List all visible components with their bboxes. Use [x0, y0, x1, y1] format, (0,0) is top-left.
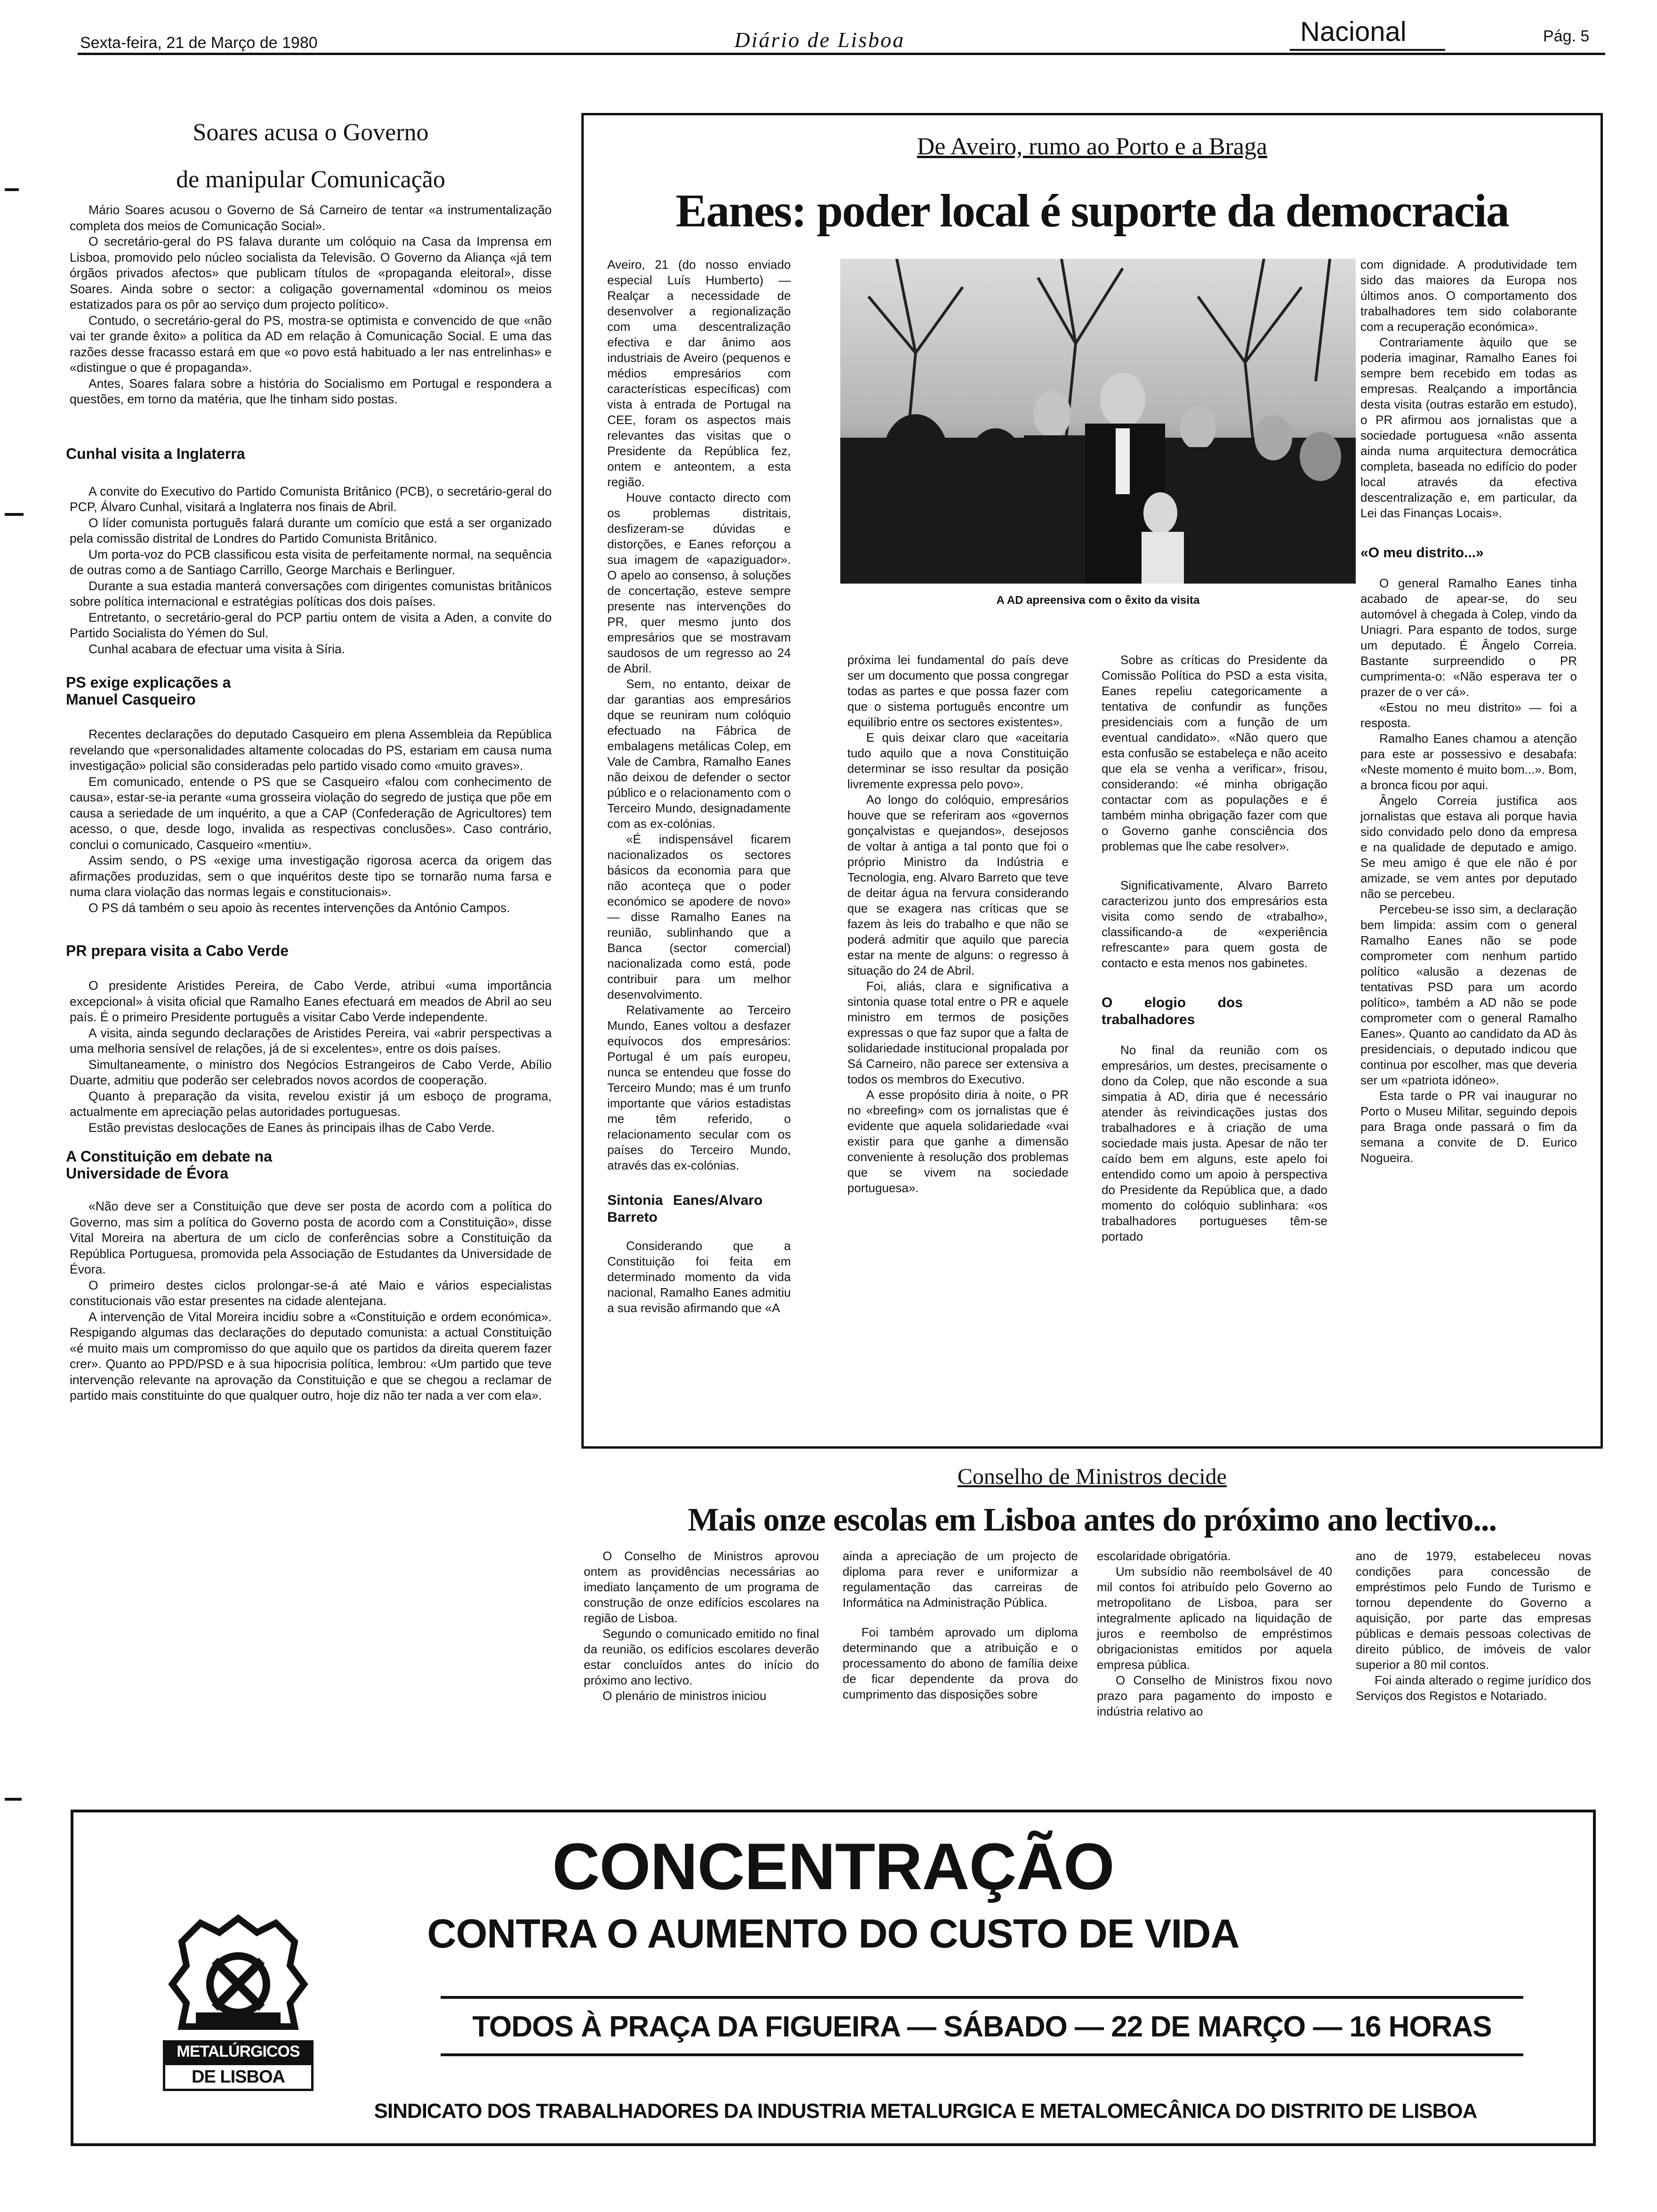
paragraph: Durante a sua estadia manterá conversações com dirigentes comunistas britânicos sobre política internacional e estratégias políticas dos dois países. — [70, 578, 552, 609]
ps-heading: PS exige explicações a Manuel Casqueiro — [66, 674, 231, 708]
paragraph: O secretário-geral do PS falava durante um colóquio na Casa da Imprensa em Lisboa, promovido pelo núcleo socialista da Televisão. O Governo da Aliança «já tem órgãos privados afectos» que publicam títulos de «propaganda eleitoral», disse Soares. Ainda sobre o sector: a coligação governamental «dominou os meios estatizados para os pôr ao serviço dum projecto político». — [70, 234, 552, 312]
paragraph: Percebeu-se isso sim, a declaração bem limpida: assim com o general Ramalho Eanes não se pode comprometer com nenhum partido político «alusão a dezenas de tentativas PSD para um acordo político», também a AD não se pode comprometer com o general Ramalho Eanes». Quanto ao candidato da AD às presidenciais, o deputado indicou que continua por escolher, mas que deveria ser um «patriota idóneo». — [1360, 902, 1577, 1087]
paragraph: Um subsídio não reembolsável de 40 mil contos foi atribuído pelo Governo ao metropolitano de Lisboa, para ser integralmente aplicado na liquidação de juros e reembolso de empréstimos obrigacionistas emitidos por aquela empresa pública. — [1097, 1564, 1332, 1672]
paragraph: próxima lei fundamental do país deve ser um documento que possa congregar todas as partes e que possa fazer com que o sistema português encontre um equilíbrio entre os sectores existentes». — [847, 653, 1069, 729]
ad-event-details: TODOS À PRAÇA DA FIGUEIRA — SÁBADO — 22 DE MARÇO — 16 HORAS — [472, 2011, 1492, 2043]
margin-mark — [5, 513, 24, 516]
paragraph: «É indispensável ficarem nacionalizados os sectores básicos da economia para que não aconteça que o poder económico se apodere de novo» — disse Ramalho Eanes na reunião, sublinhando que a Banca (sector comercial) nacionalizada como está, pode contribuir para um melhor desenvolvimento. — [607, 832, 791, 1002]
paragraph: Um porta-voz do PCB classificou esta visita de perfeitamente normal, na sequência de outras como a de Santiago Carrillo, George Marchais e Berlinguer. — [70, 547, 552, 577]
constituicao-article — [66, 1199, 555, 1404]
paragraph: Segundo o comunicado emitido no final da reunião, os edifícios escolares deverão estar concluídos antes do início do próximo ano lectivo. — [584, 1627, 819, 1687]
sintonia-heading: Sintonia Eanes/Alvaro Barreto — [607, 1193, 763, 1225]
paragraph: Ângelo Correia justifica aos jornalistas que estava ali porque havia sido convidado pelo dono da empresa e na qualidade de deputado e amigo. Se meu amigo é que ele não é por amizade, se vem antes por deputado não se percebeu. — [1360, 793, 1577, 901]
paragraph: Ramalho Eanes chamou a atenção para este ar possessivo e desabafa: «Neste momento é muito bom...». Bom, a bronca ficou por aqui. — [1360, 731, 1577, 792]
paragraph: Estão previstas deslocações de Eanes às principais ilhas de Cabo Verde. — [88, 1120, 495, 1135]
paragraph: O plenário de ministros iniciou — [603, 1689, 767, 1703]
distrito-heading: «O meu distrito...» — [1360, 545, 1484, 561]
left-column — [66, 118, 555, 1404]
paragraph: A convite do Executivo do Partido Comunista Britânico (PCB), o secretário-geral do PCP, Álvaro Cunhal, visitará a Inglaterra nos finais de Abril. — [70, 484, 552, 514]
cunhal-article — [66, 484, 555, 657]
concentracao-advertisement — [71, 1810, 1596, 2146]
photo-caption: A AD apreensiva com o êxito da visita — [996, 594, 1200, 607]
pr-article — [66, 978, 555, 1136]
paragraph: Quanto à preparação da visita, revelou existir já um esboço de programa, actualmente em apreciação pelas autoridades portuguesas. — [70, 1089, 552, 1119]
elogio-heading: O elogio dos trabalhadores — [1102, 995, 1243, 1027]
paragraph: Relativamente ao Terceiro Mundo, Eanes voltou a desfazer equívocos dos empresários: Portugal é um país europeu, nunca se entendeu que fosse do Terceiro Mundo; mas é um trunfo importante que vários estadistas me têm referido, o relacionamento secular com os países do Terceiro Mundo, através das ex-colónias. — [607, 1003, 791, 1172]
escolas-headline: Mais onze escolas em Lisboa antes do próximo ano lectivo... — [687, 1502, 1497, 1538]
paragraph: O Conselho de Ministros aprovou ontem as providências necessárias ao imediato lançamento de um programa de construção de onze edifícios escolares na região de Lisboa. — [584, 1549, 819, 1625]
escolas-column-1 — [584, 1548, 819, 1704]
paragraph: Mário Soares acusou o Governo de Sá Carneiro de tentar «a instrumentalização completa dos meios de Comunicação Social». — [70, 203, 552, 233]
eanes-column-4 — [1360, 257, 1577, 1166]
eanes-headline: Eanes: poder local é suporte da democracia — [676, 184, 1509, 237]
ad-union-name: SINDICATO DOS TRABALHADORES DA INDUSTRIA METALURGICA E METALOMECÂNICA DO DISTRITO DE LISBOA — [374, 2100, 1477, 2123]
escolas-kicker: Conselho de Ministros decide — [957, 1464, 1227, 1489]
paragraph: Contrariamente àquilo que se poderia imaginar, Ramalho Eanes foi sempre bem recebido em todas as empresas. Realçando a importância desta visita (outras estarão em estudo), o PR afirmou aos jornalistas que a sociedade portuguesa «não assenta ainda numa arquitectura democrática completa, baseada no edifício do poder local através da efectiva descentralização e, em particular, da Lei das Finanças Locais». — [1360, 335, 1577, 520]
paragraph: O PS dá também o seu apoio às recentes intervenções da António Campos. — [88, 900, 510, 915]
eanes-column-2 — [847, 652, 1069, 1196]
section-underline — [1290, 49, 1445, 51]
paragraph: A visita, ainda segundo declarações de Aristides Pereira, vai «abrir perspectivas a uma melhoria sensível de relações, já de si excelentes», entre os dois países. — [70, 1026, 552, 1056]
logo-text-line1: METALÚRGICOS — [163, 2040, 314, 2063]
constituicao-heading: A Constituição em debate na Universidade de Évora — [66, 1148, 272, 1182]
paragraph: com dignidade. A produtividade tem sido das maiores da Europa nos últimos anos. O comportamento dos trabalhadores tem sido colaborante com a recuperação económica». — [1360, 257, 1577, 334]
metalurgicos-logo — [163, 1909, 314, 2097]
soares-article — [66, 202, 555, 408]
paragraph: Sobre as críticas do Presidente da Comissão Política do PSD a esta visita, Eanes repeliu categoricamente a tentativa de confundir as funções presidenciais com a função de um eventual candidato». «Não quero que esta confusão se estabeleça e não aceito que ela se venha a verificar», frisou, considerando: «é minha obrigação contactar com as populações e é também minha obrigação fazer com que o Governo ganhe consciência dos problemas que lhe cabe resolver». — [1102, 653, 1327, 853]
ad-subheadline: CONTRA O AUMENTO DO CUSTO DE VIDA — [427, 1911, 1239, 1956]
paragraph: Considerando que a Constituição foi feita em determinado momento da vida nacional, Ramalho Eanes admitiu a sua revisão afirmando que «A — [607, 1239, 791, 1315]
ps-article — [66, 727, 555, 916]
paragraph: E quis deixar claro que «aceitaria tudo aquilo que a nova Constituição determinar se isso resultar da posição livremente expressa pelo povo». — [847, 730, 1069, 791]
soares-title-line2: de manipular Comunicação — [176, 166, 445, 193]
paragraph: O Conselho de Ministros fixou novo prazo para pagamento do imposto e indústria relativo ao — [1097, 1673, 1332, 1718]
paragraph: Entretanto, o secretário-geral do PCP partiu ontem de visita a Aden, a convite do Partido Socialista do Yémen do Sul. — [70, 610, 552, 640]
cunhal-heading: Cunhal visita a Inglaterra — [66, 445, 245, 462]
paragraph: ainda a apreciação de um projecto de diploma para rever e uniformizar a regulamentação das carreiras de Informática na Administração Pública. — [843, 1549, 1078, 1610]
paragraph: Cunhal acabara de efectuar uma visita à Síria. — [88, 641, 346, 656]
paragraph: Houve contacto directo com os problemas distritais, desfizeram-se dúvidas e distorções, e Eanes reforçou a sua imagem de «apaziguador». O apelo ao consenso, à soluções de concertação, esteve sempre presente nas intervenções do PR, quer mesmo junto dos empresários que se mostravam saudosos de um regresso ao 24 de Abril. — [607, 490, 791, 675]
paragraph: Foi ainda alterado o regime jurídico dos Serviços dos Registos e Notariado. — [1356, 1673, 1591, 1703]
margin-mark — [5, 1798, 22, 1801]
logo-text-line2: DE LISBOA — [163, 2063, 314, 2091]
paragraph: Significativamente, Alvaro Barreto caracterizou junto dos empresários esta visita como sendo de «trabalho», classificando-a de «experiência refrescante» para quem gosta de contacto e esta menos nos gabinetes. — [1102, 878, 1327, 970]
paragraph: O primeiro destes ciclos prolongar-se-á até Maio e vários especialistas constitucionais vão estar presentes na cidade alentejana. — [70, 1278, 552, 1308]
paragraph: Contudo, o secretário-geral do PS, mostra-se optimista e convencido de que «não vai ter grande êxito» a política da AD em relação à Comunicação Social. E uma das razões desse fracasso estará em que «o povo está habituado a ler nas entrelinhas» e «distingue o que é propaganda». — [70, 313, 552, 375]
page-number: Pág. 5 — [1543, 27, 1590, 45]
eanes-column-1 — [607, 257, 791, 1316]
paragraph: Antes, Soares falara sobre a história do Socialismo em Portugal e respondera a questões, em torno da matéria, que lhe tinham sido postas. — [70, 376, 552, 406]
paragraph: Foi, aliás, clara e significativa a sintonia quase total entre o PR e aquele ministro em termos de posições expressas o que faz supor que a falta de solidariedade institucional propalada por Sá Carneiro, não parece ser extensiva a todos os membros do Executivo. — [847, 979, 1069, 1086]
masthead: Diário de Lisboa — [734, 28, 905, 52]
page-date: Sexta-feira, 21 de Março de 1980 — [80, 34, 318, 52]
crowd-photo-image — [840, 259, 1356, 584]
pr-heading: PR prepara visita a Cabo Verde — [66, 942, 289, 959]
eanes-column-3 — [1102, 652, 1327, 1244]
paragraph: Sem, no entanto, deixar de dar garantias aos empresários dque se reuniram num colóquio efectuado na Fábrica de embalagens metálicas Colep, em Vale de Cambra, Ramalho Eanes não deixou de defender o sector público e o relacionamento com o Terceiro Mundo, designadamente com as ex-colónias. — [607, 677, 791, 831]
paragraph: «Estou no meu distrito» — foi a resposta. — [1360, 700, 1577, 730]
paragraph: Esta tarde o PR vai inaugurar no Porto o Museu Militar, seguindo depois para Braga onde passará o fim da semana a convite de D. Eurico Nogueira. — [1360, 1089, 1577, 1165]
paragraph: A intervenção de Vital Moreira incidiu sobre a «Constituição e ordem económica». Respigando algumas das declarações do deputado comunista: a actual Constituição «é muito mais um compromisso do que aquilo que os partidos da direita querem fazer crer». Quanto ao PPD/PSD e à sua hipocrisia política, lembrou: «Um partido que teve intervenção relevante na aprovação da Constituição e que se chegou a reclamar de partido mais constituinte do que qualquer outro, hoje diz não ter nada a ver com ela». — [70, 1309, 552, 1403]
paragraph: No final da reunião com os empresários, um destes, precisamente o dono da Colep, que não esconde a sua simpatia à AD, diria que é necessário atender às reivindicações justas dos trabalhadores e à criação de uma sociedade mais justa. Apesar de não ter caído bem em alguns, este apelo foi entendido como um apoio à perspectiva do Presidente da República que, a dado momento do colóquio sublinhara: «os trabalhadores portugueses têm-se portado — [1102, 1043, 1327, 1243]
paragraph: Ao longo do colóquio, empresários houve que se referiram aos «governos gonçalvistas e quejandos», desejosos de voltar à antiga a tal ponto que foi o próprio Ministro da Indústria e Tecnologia, eng. Alvaro Barreto que teve de deitar água na fervura considerando que se exagera nas críticas que se fazem às leis do trabalho e que não se poderá admitir que aquilo que parecia estar na mente de alguns: o regresso à situação do 24 de Abril. — [847, 793, 1069, 978]
ad-headline: CONCENTRAÇÃO — [552, 1829, 1114, 1903]
paragraph: escolaridade obrigatória. — [1097, 1549, 1231, 1563]
paragraph: «Não deve ser a Constituição que deve ser posta de acordo com a política do Governo, mas sim a política do Governo posta de acordo com a Constituição», disse Vital Moreira na abertura de um ciclo de conferências sobre a Constituição da República Portuguesa, promovida pela Associação de Estudantes da Universidade de Évora. — [70, 1199, 552, 1276]
gear-emblem-icon — [163, 1909, 314, 2041]
paragraph: Simultaneamente, o ministro dos Negócios Estrangeiros de Cabo Verde, Abílio Duarte, admitiu que poderão ser celebrados novos acordos de cooperação. — [70, 1057, 552, 1087]
paragraph: O presidente Aristides Pereira, de Cabo Verde, atribui «uma importância excepcional» à visita oficial que Ramalho Eanes efectuará em meados de Abril ao seu país. É o primeiro Presidente português a visitar Cabo Verde independente. — [70, 978, 552, 1024]
escolas-column-2 — [843, 1548, 1078, 1702]
eanes-visit-photo — [840, 259, 1356, 584]
escolas-column-4 — [1356, 1548, 1591, 1704]
paragraph: Assim sendo, o PS «exige uma investigação rigorosa acerca da origem das afirmações produzidas, sem o que inquéritos deste tipo se tornarão numa farsa e numa clara violação das normas legais e constitucionais». — [70, 853, 552, 899]
header-rule — [78, 53, 1605, 55]
soares-title-line1: Soares acusa o Governo — [193, 119, 429, 146]
paragraph: O líder comunista português falará durante um comício que está a ser organizado pela comissão distrital de Londres do Partido Comunista Britânico. — [70, 515, 552, 545]
paragraph: O general Ramalho Eanes tinha acabado de apear-se, do seu automóvel à chegada à Colep, vindo da Uniagri. Para espanto de todos, surge um deputado. É Ângelo Correia. Bastante surpreendido o PR cumprimenta-o: «Não esperava ter o prazer de o ver cá». — [1360, 576, 1577, 699]
ad-rule-top — [441, 1996, 1523, 1999]
paragraph: Aveiro, 21 (do nosso enviado especial Luís Humberto) — Realçar a necessidade de desenvolver a regionalização com uma descentralização efectiva e dar ânimo aos industriais de Aveiro (pequenos e médios empresários com características específicas) com vista à entrada de Portugal na CEE, foram os aspectos mais relevantes das visitas que o Presidente da República fez, ontem e anteontem, a esta região. — [607, 257, 791, 489]
paragraph: ano de 1979, estabeleceu novas condições para concessão de empréstimos pelo Fundo de Turismo e tornou dependente do Governo a aquisição, por parte das empresas públicas e demais pessoas colectivas de direito público, de imóveis de valor superior a 80 mil contos. — [1356, 1549, 1591, 1672]
eanes-kicker: De Aveiro, rumo ao Porto e a Braga — [917, 133, 1268, 160]
escolas-column-3 — [1097, 1548, 1332, 1719]
paragraph: Recentes declarações do deputado Casqueiro em plena Assembleia da República revelando que «personalidades altamente colocadas do PS, estariam em causa numa investigação» policial são consideradas pelo partido visado como «muito graves». — [70, 727, 552, 773]
paragraph: Foi também aprovado um diploma determinando que a atribuição e o processamento do abono de família deixe de ficar dependente da prova do cumprimento das disposições sobre — [843, 1625, 1078, 1701]
ad-rule-bottom — [441, 2053, 1523, 2056]
section-label: Nacional — [1300, 16, 1407, 47]
paragraph: Em comunicado, entende o PS que se Casqueiro «falou com conhecimento de causa», estar-se-ia perante «uma grosseira violação do segredo de justiça que põe em causa a seriedade de um inquérito, a que a CAP (Confederação de Agricultores) tem acesso, o que, desde logo, invalida as respectivas conclusões». Caso contrário, conclui o comunicado, Casqueiro «mentiu». — [70, 774, 552, 852]
margin-mark — [5, 188, 19, 191]
paragraph: A esse propósito diria à noite, o PR no «breefing» com os jornalistas que é evidente que aquela solidariedade «vai existir para que ganhe a dimensão conveniente à resolução dos problemas que se vivem na sociedade portuguesa». — [847, 1088, 1069, 1195]
